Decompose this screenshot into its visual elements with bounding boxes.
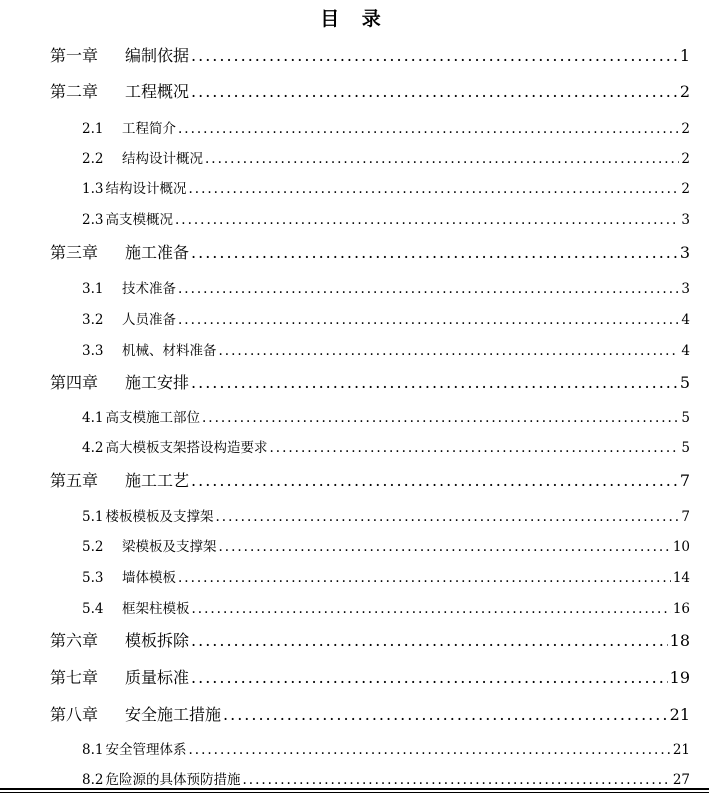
toc-entry-label: 编制依据	[125, 46, 190, 65]
toc-entry-number: 第六章	[50, 631, 99, 650]
toc-section-entry[interactable]	[82, 177, 690, 197]
toc-chapter-entry[interactable]	[50, 240, 690, 263]
toc-entry-number: 4.2	[82, 440, 104, 456]
toc-entry-number: 8.2	[82, 772, 104, 788]
toc-section-entry[interactable]	[82, 308, 690, 328]
toc-entry-label: 施工准备	[125, 243, 190, 262]
toc-entry-label: 墙体模板	[122, 570, 176, 586]
toc-title: 目 录	[320, 8, 389, 30]
toc-page-number: 27	[672, 772, 690, 788]
toc-page-number: 19	[669, 668, 690, 687]
toc-section-entry[interactable]	[82, 436, 690, 456]
toc-entry-number: 5.4	[82, 601, 104, 617]
toc-dot-leader	[178, 281, 679, 297]
toc-entry-number: 2.2	[82, 151, 104, 167]
toc-dot-leader	[191, 243, 678, 262]
toc-entry-number: 第一章	[50, 46, 99, 65]
toc-entry-number: 第四章	[50, 373, 99, 392]
toc-entry-label: 危险源的具体预防措施	[105, 772, 241, 788]
toc-dot-leader	[205, 151, 679, 167]
toc-entry-label: 施工安排	[125, 373, 190, 392]
toc-dot-leader	[191, 373, 678, 392]
toc-page-number: 2	[679, 82, 690, 101]
toc-page-number: 5	[681, 440, 690, 456]
toc-section-entry[interactable]	[82, 768, 690, 788]
toc-page-number: 2	[681, 121, 690, 137]
toc-dot-leader	[178, 570, 671, 586]
toc-chapter-entry[interactable]	[50, 628, 690, 651]
toc-dot-leader	[191, 668, 668, 687]
toc-entry-label: 施工工艺	[125, 471, 190, 490]
toc-entry-label: 安全管理体系	[105, 742, 187, 758]
toc-entry-label: 高支模施工部位	[105, 410, 200, 426]
toc-dot-leader	[192, 601, 671, 617]
toc-page-number: 5	[679, 373, 690, 392]
toc-entry-label: 工程简介	[122, 121, 176, 137]
toc-section-entry[interactable]	[82, 208, 690, 228]
toc-entry-label: 结构设计概况	[105, 181, 187, 197]
toc-entry-label: 梁模板及支撑架	[122, 539, 217, 555]
toc-entry-label: 楼板模板及支撑架	[105, 509, 214, 525]
toc-section-entry[interactable]	[82, 566, 690, 586]
toc-page-number: 21	[672, 742, 690, 758]
toc-entry-number: 第八章	[50, 705, 99, 724]
toc-entry-label: 技术准备	[122, 281, 176, 297]
toc-dot-leader	[188, 181, 679, 197]
toc-dot-leader	[269, 440, 679, 456]
toc-dot-leader	[191, 471, 678, 490]
toc-chapter-entry[interactable]	[50, 468, 690, 491]
toc-entry-number: 5.3	[82, 570, 104, 586]
toc-section-entry[interactable]	[82, 277, 690, 297]
toc-entry-label: 模板拆除	[125, 631, 190, 650]
page-bottom-rule	[0, 788, 709, 790]
toc-page-number: 3	[681, 281, 690, 297]
toc-dot-leader	[175, 212, 679, 228]
toc-section-entry[interactable]	[82, 339, 690, 359]
toc-page-number: 10	[672, 539, 690, 555]
toc-page-number: 2	[681, 181, 690, 197]
toc-entry-number: 第五章	[50, 471, 99, 490]
toc-entry-number: 3.3	[82, 343, 104, 359]
toc-entry-number: 第二章	[50, 82, 99, 101]
toc-dot-leader	[178, 121, 679, 137]
toc-entry-number: 4.1	[82, 410, 104, 426]
toc-dot-leader	[202, 410, 679, 426]
toc-section-entry[interactable]	[82, 147, 690, 167]
toc-page-number: 18	[669, 631, 690, 650]
toc-entry-label: 工程概况	[125, 82, 190, 101]
toc-entry-label: 质量标准	[125, 668, 190, 687]
toc-page-number: 16	[672, 601, 690, 617]
toc-section-entry[interactable]	[82, 505, 690, 525]
toc-entry-number: 第七章	[50, 668, 99, 687]
toc-chapter-entry[interactable]	[50, 702, 690, 725]
toc-chapter-entry[interactable]	[50, 79, 690, 102]
toc-dot-leader	[191, 82, 678, 101]
toc-entry-number: 5.2	[82, 539, 104, 555]
toc-entry-number: 1.3	[82, 181, 104, 197]
toc-entry-label: 人员准备	[122, 312, 176, 328]
toc-page-number: 3	[679, 243, 690, 262]
toc-page-number: 3	[681, 212, 690, 228]
toc-section-entry[interactable]	[82, 117, 690, 137]
toc-dot-leader	[219, 539, 671, 555]
toc-entry-number: 2.1	[82, 121, 104, 137]
page-bottom-rule-thin	[0, 792, 709, 793]
toc-dot-leader	[219, 343, 680, 359]
toc-dot-leader	[242, 772, 670, 788]
toc-chapter-entry[interactable]	[50, 43, 690, 66]
toc-entry-label: 高大模板支架搭设构造要求	[105, 440, 268, 456]
toc-dot-leader	[191, 631, 668, 650]
toc-page-number: 5	[681, 410, 690, 426]
toc-entry-label: 高支模概况	[105, 212, 173, 228]
toc-section-entry[interactable]	[82, 535, 690, 555]
toc-section-entry[interactable]	[82, 738, 690, 758]
toc-page-number: 7	[679, 471, 690, 490]
toc-chapter-entry[interactable]	[50, 665, 690, 688]
toc-dot-leader	[191, 46, 678, 65]
toc-entry-number: 2.3	[82, 212, 104, 228]
toc-dot-leader	[215, 509, 679, 525]
toc-entry-number: 8.1	[82, 742, 104, 758]
toc-entry-number: 5.1	[82, 509, 104, 525]
toc-entry-label: 安全施工措施	[125, 705, 222, 724]
toc-entry-number: 第三章	[50, 243, 99, 262]
toc-page-number: 21	[669, 705, 690, 724]
toc-section-entry[interactable]	[82, 406, 690, 426]
toc-dot-leader	[223, 705, 668, 724]
toc-entry-label: 机械、材料准备	[122, 343, 217, 359]
toc-dot-leader	[188, 742, 670, 758]
toc-entry-number: 3.2	[82, 312, 104, 328]
toc-entry-label: 框架柱模板	[122, 601, 190, 617]
toc-chapter-entry[interactable]	[50, 370, 690, 393]
toc-entry-label: 结构设计概况	[122, 151, 203, 167]
toc-dot-leader	[178, 312, 679, 328]
toc-section-entry[interactable]	[82, 597, 690, 617]
toc-page-number: 4	[681, 312, 690, 328]
toc-page-number: 14	[672, 570, 690, 586]
toc-entry-number: 3.1	[82, 281, 104, 297]
toc-page-number: 2	[681, 151, 690, 167]
toc-page-number: 7	[681, 509, 690, 525]
toc-page-number: 4	[681, 343, 690, 359]
toc-page-number: 1	[679, 46, 690, 65]
